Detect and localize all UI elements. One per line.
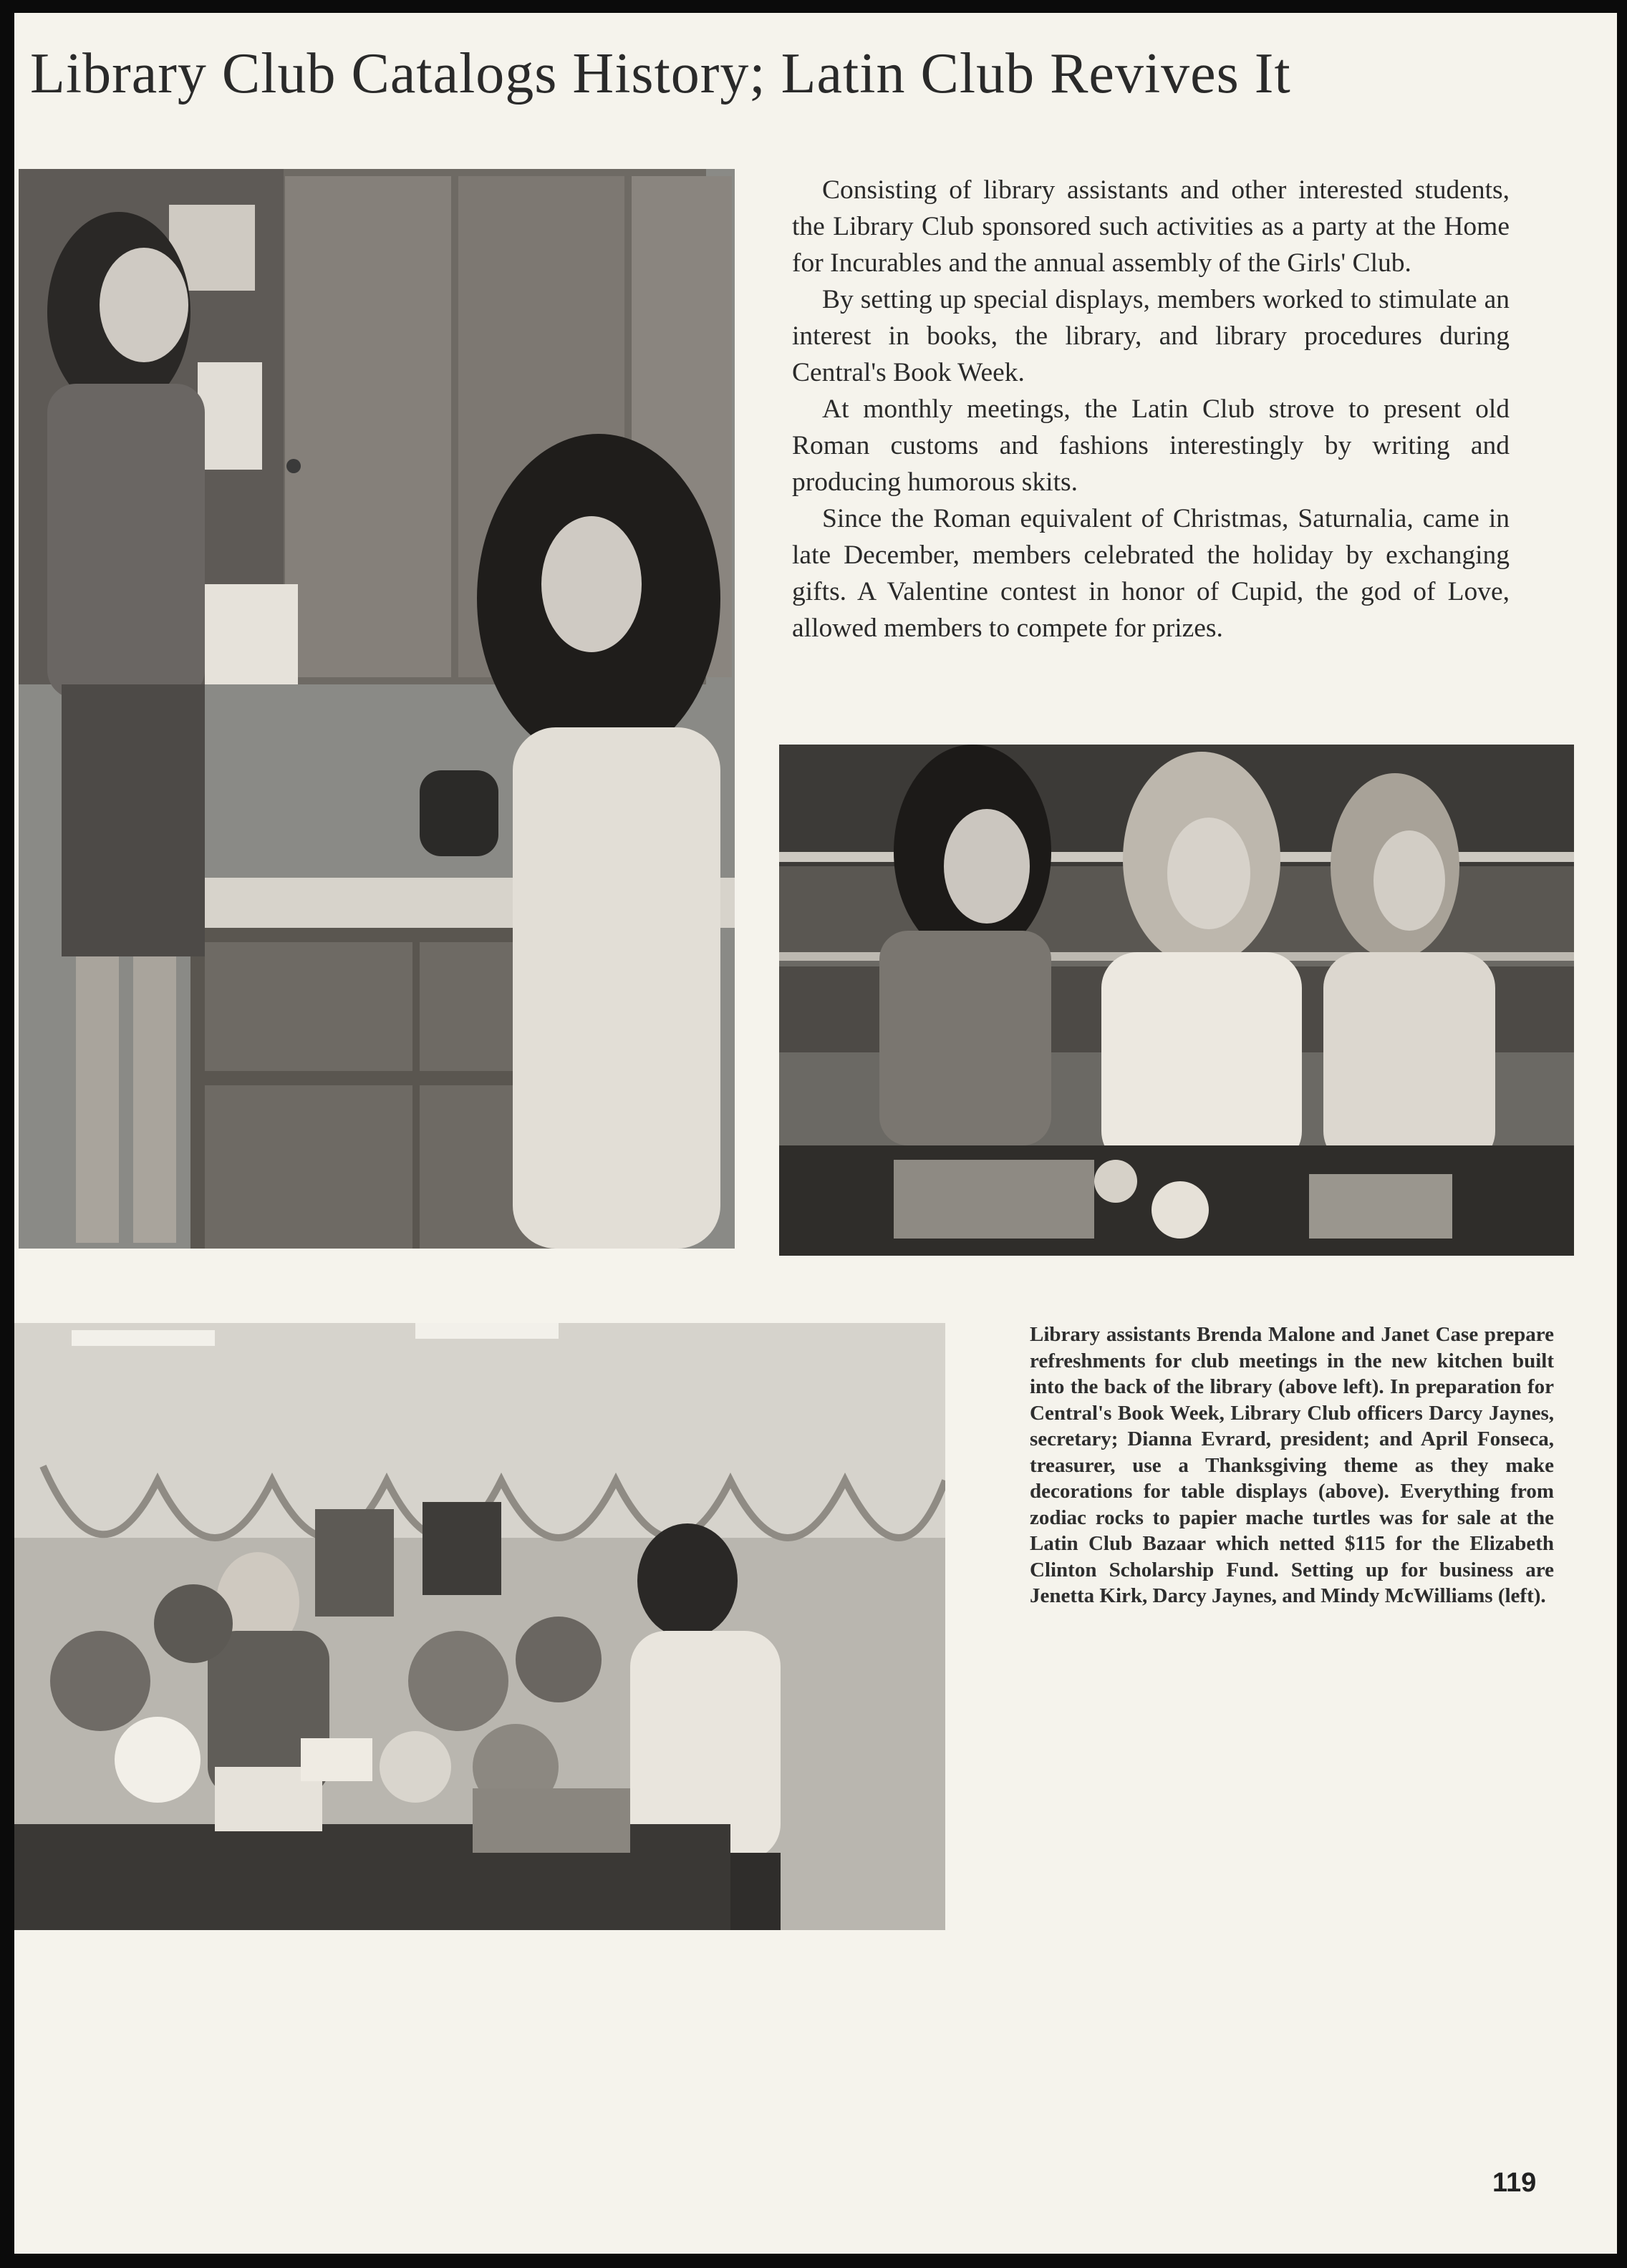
- article-paragraph: Since the Roman equivalent of Christmas, Saturnalia, came in late December, members celebrated the holiday by exchanging gifts. A Valentine contest in honor of Cupid, the god of Love, allowed members to compete for prizes.: [792, 504, 1510, 643]
- kitchen-photo-image: [19, 169, 735, 1249]
- library-decorations-photo: [779, 745, 1574, 1256]
- latin-club-bazaar-photo: [14, 1323, 945, 1930]
- yearbook-page: [14, 13, 1617, 2254]
- library-decorations-photo-image: [779, 745, 1574, 1256]
- photo-caption: Library assistants Brenda Malone and Janet Case prepare refreshments for club meetings in the new kitchen built into the back of the library (above left). In preparation for Central's Book Week, Library Club officers Darcy Jaynes, secretary; Dianna Evrard, president; and April Fonseca, treasurer, use a Thanksgiving theme as they make decorations for table displays (above). Everything from zodiac rocks to papier mache turtles was for sale at the Latin Club Bazaar which netted $115 for the Elizabeth Clinton Scholarship Fund. Setting up for business are Jenetta Kirk, Darcy Jaynes, and Mindy McWilliams (left).: [1030, 1323, 1554, 1607]
- page-number: 119: [1492, 2168, 1537, 2198]
- article-body: [792, 172, 1510, 646]
- latin-club-bazaar-photo-image: [14, 1323, 945, 1930]
- page-headline: Library Club Catalogs History; Latin Club Revives It: [30, 42, 1291, 105]
- kitchen-photo: [19, 169, 735, 1249]
- article-paragraph: At monthly meetings, the Latin Club strove to present old Roman customs and fashions interestingly by writing and producing humorous skits.: [792, 394, 1510, 497]
- article-paragraph: Consisting of library assistants and other interested students, the Library Club sponsored such activities as a party at the Home for Incurables and the annual assembly of the Girls' Club.: [792, 175, 1510, 278]
- article-paragraph: By setting up special displays, members worked to stimulate an interest in books, the library, and library procedures during Central's Book Week.: [792, 285, 1510, 387]
